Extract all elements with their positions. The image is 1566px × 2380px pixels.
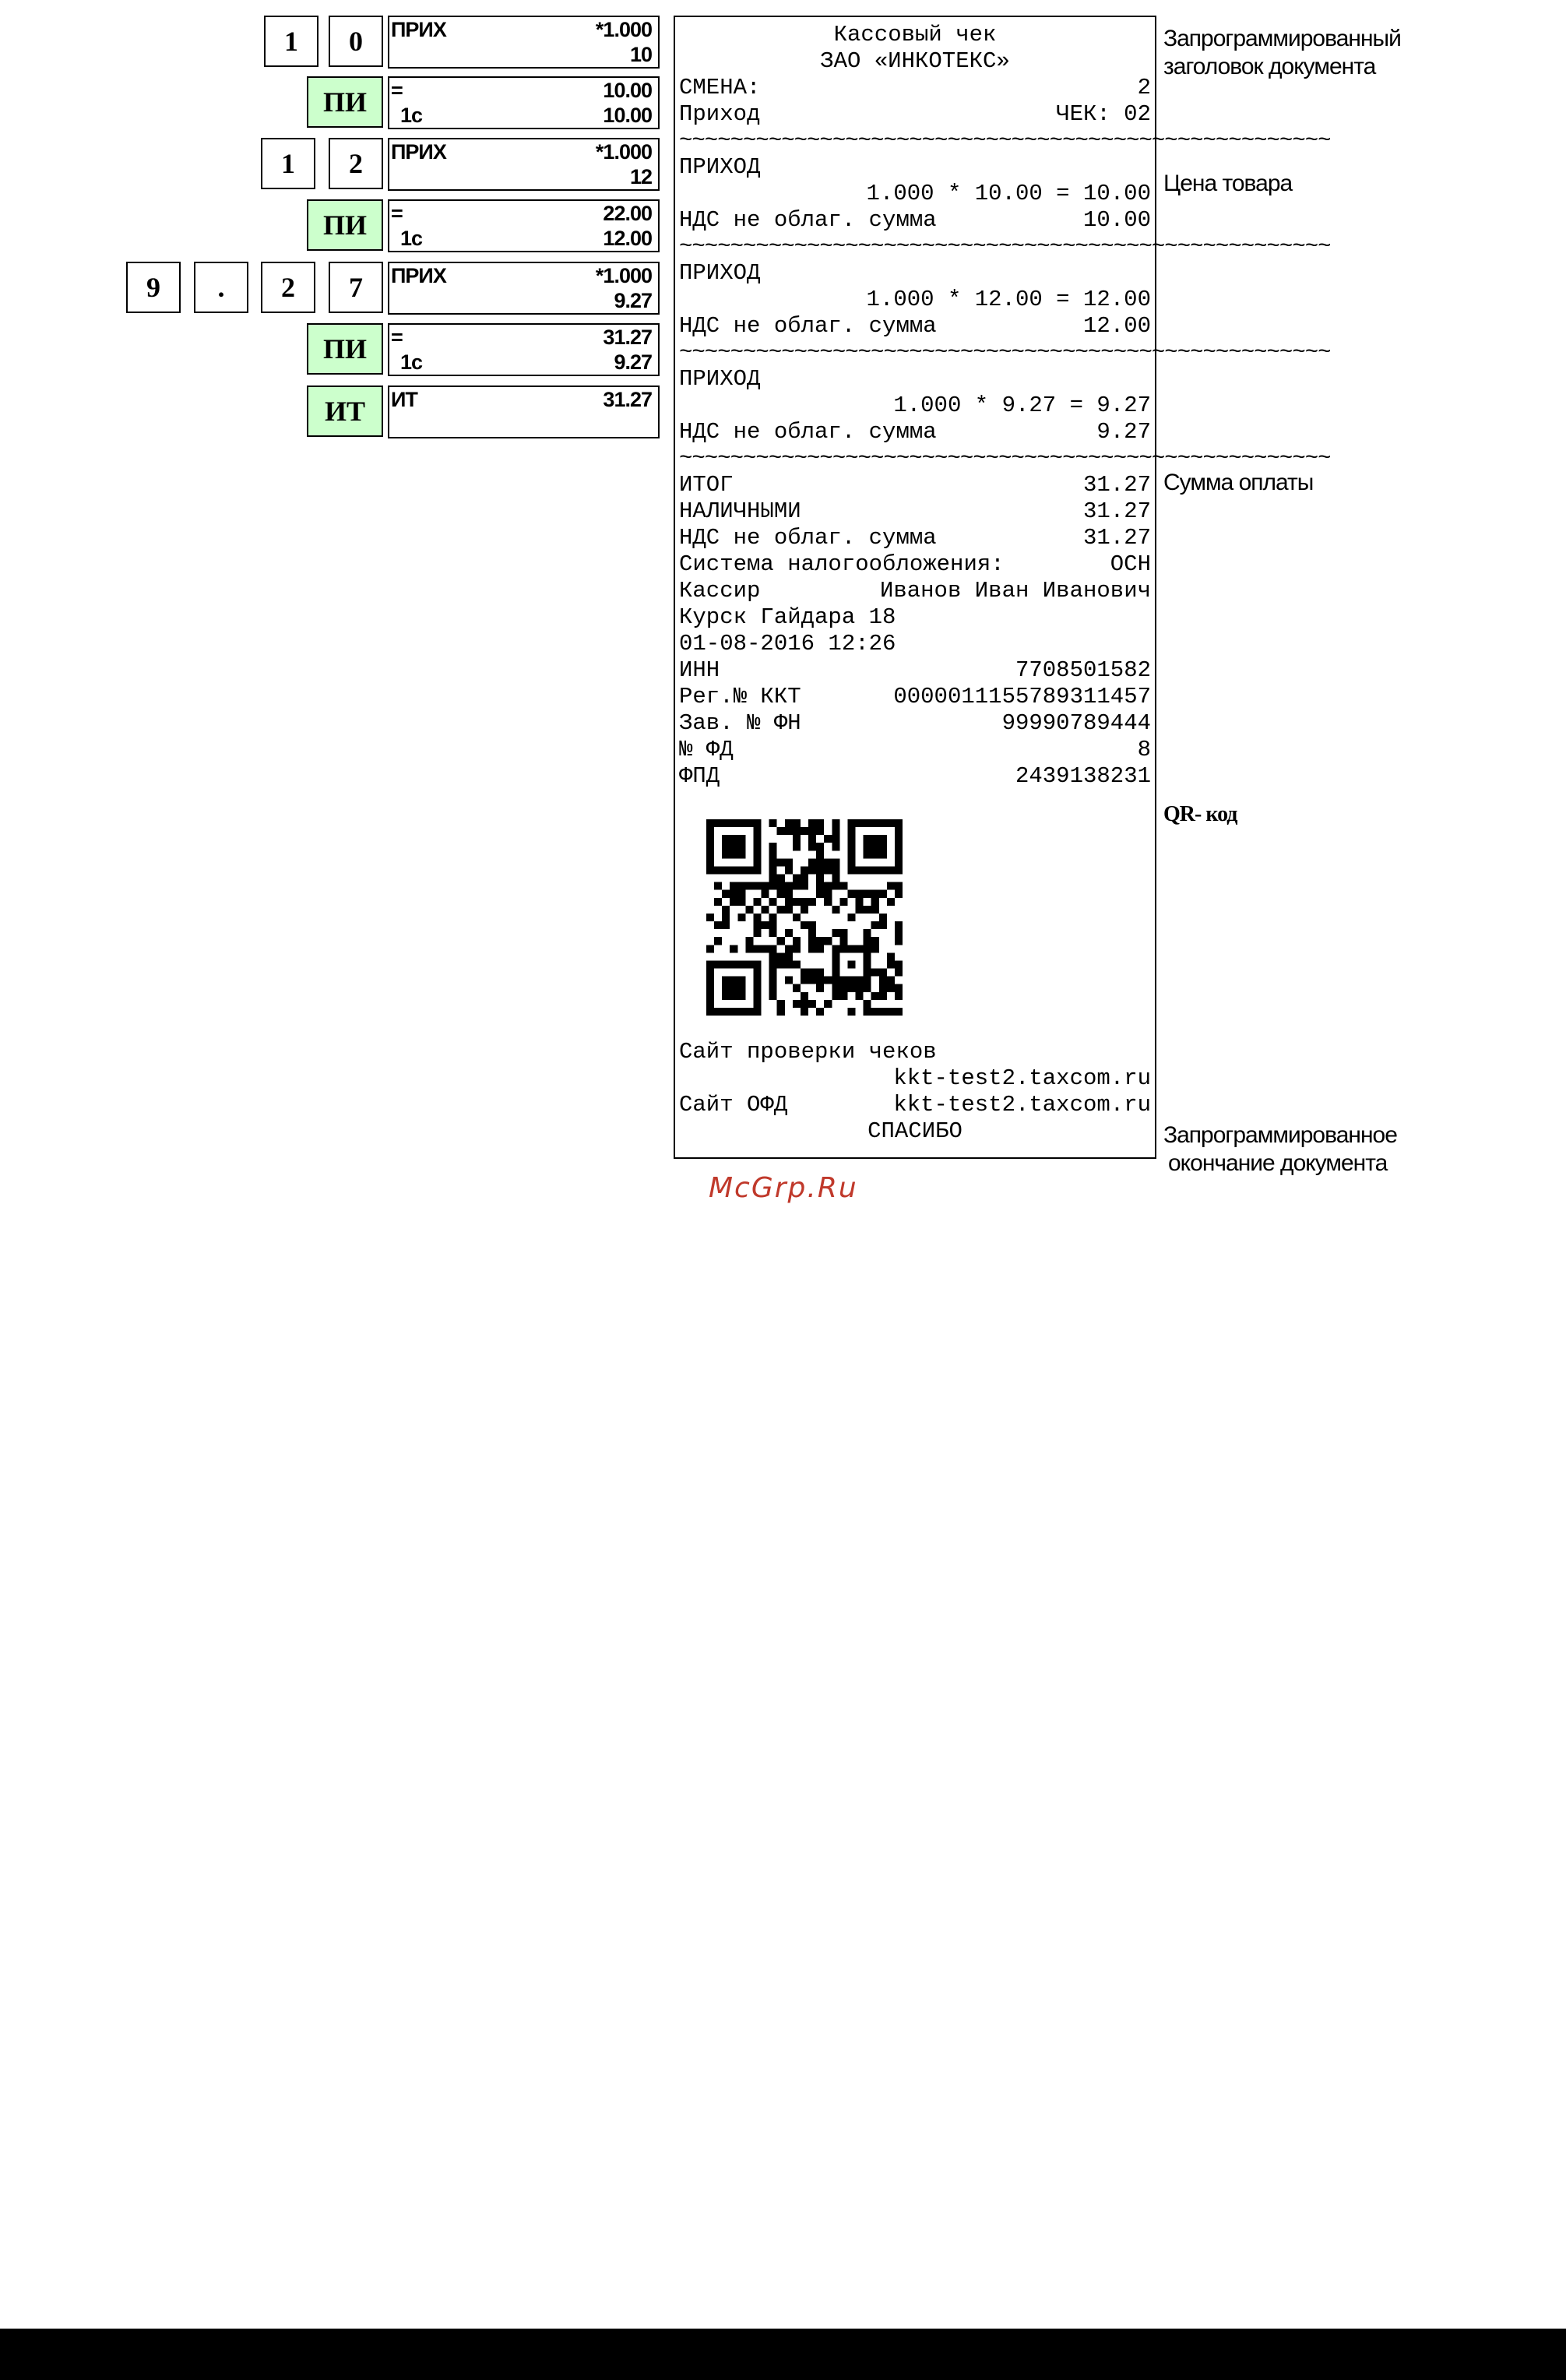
display-screen (388, 199, 660, 252)
separator: ~~~~~~~~~~~~~~~~~~~~~~~~~~~~~~~~~~~~~~~~~~~~~~~~~~~ (679, 445, 1331, 471)
annotation-footer-line2: окончание документа (1168, 1150, 1388, 1176)
display-screen (388, 262, 660, 315)
annotation-header-line1: Запрограммированный (1163, 26, 1401, 51)
item-label: ПРИХОД (679, 366, 761, 392)
tax-system-row (679, 551, 1151, 578)
display-top-right: *1.000 (595, 18, 652, 41)
display-top-left: ИТ (391, 388, 417, 411)
key-2[interactable]: 2 (329, 138, 383, 189)
fd-value: 8 (1137, 737, 1151, 762)
key-9[interactable]: 9 (126, 262, 181, 313)
inn-label: ИНН (679, 657, 720, 683)
item-vat-value: 12.00 (1082, 313, 1151, 339)
annotation-qr: QR- код (1163, 802, 1237, 826)
display-bottom-right: 12 (629, 165, 652, 188)
key-7[interactable]: 7 (329, 262, 383, 313)
check-site-row (679, 1065, 1151, 1092)
item-vat-label: НДС не облаг. сумма (679, 313, 937, 339)
fpd-label: ФПД (679, 763, 720, 789)
item-vat-row (679, 313, 1151, 340)
fd-label: № ФД (679, 737, 734, 762)
display-bottom-right: 9.27 (614, 350, 652, 374)
receipt-title: Кассовый чек (833, 22, 997, 48)
check-site-label: Сайт проверки чеков (679, 1039, 937, 1065)
display-top-right: *1.000 (595, 140, 652, 164)
watermark: McGrp.Ru (709, 1172, 858, 1204)
cashier-name: Иванов Иван Иванович (879, 578, 1151, 604)
tax-system-label: Система налогообложения: (679, 551, 1005, 577)
ofd-site-url[interactable]: kkt-test2.taxcom.ru (893, 1092, 1151, 1118)
key-pi[interactable]: ПИ (307, 76, 383, 128)
total-value: 31.27 (1082, 472, 1151, 498)
item-label: ПРИХОД (679, 260, 761, 286)
display-top-left: = (391, 202, 403, 225)
tax-system-value: ОСН (1110, 551, 1151, 577)
item-calc-row (679, 287, 1151, 313)
datetime: 01-08-2016 12:26 (679, 631, 896, 657)
item-label: ПРИХОД (679, 154, 761, 180)
key-1[interactable]: 1 (261, 138, 315, 189)
display-top-left: = (391, 326, 403, 349)
fpd-row (679, 763, 1151, 790)
display-bottom-left: 1с (400, 104, 423, 127)
item-vat-label: НДС не облаг. сумма (679, 207, 937, 233)
annotation-footer-line1: Запрограммированное (1163, 1122, 1397, 1148)
item-vat-value: 9.27 (1096, 419, 1151, 445)
bottom-bar (0, 2329, 1566, 2380)
cash-label: НАЛИЧНЫМИ (679, 498, 801, 524)
display-bottom-right: 9.27 (614, 289, 652, 312)
key-2[interactable]: 2 (261, 262, 315, 313)
key-pi[interactable]: ПИ (307, 199, 383, 251)
key-0[interactable]: 0 (329, 16, 383, 67)
display-screen (388, 16, 660, 69)
item-calc-row (679, 393, 1151, 419)
address: Курск Гайдара 18 (679, 604, 896, 630)
display-top-left: ПРИХ (391, 18, 446, 41)
receipt-company: ЗАО «ИНКОТЕКС» (820, 48, 1010, 74)
vat-total-row (679, 525, 1151, 551)
fd-row (679, 737, 1151, 763)
check-number: ЧЕК: 02 (1056, 101, 1151, 127)
fn-label: Зав. № ФН (679, 710, 801, 736)
display-top-right: 10.00 (603, 79, 652, 102)
inn-row (679, 657, 1151, 684)
display-bottom-left: 1с (400, 227, 423, 250)
fn-row (679, 710, 1151, 737)
reg-value: 0000011155789311457 (893, 684, 1151, 709)
item-calc: 1.000 * 12.00 = 12.00 (866, 287, 1151, 312)
display-screen (388, 323, 660, 376)
ofd-site-label: Сайт ОФД (679, 1092, 788, 1118)
display-top-right: 22.00 (603, 202, 652, 225)
cash-row (679, 498, 1151, 525)
display-top-right: *1.000 (595, 264, 652, 287)
reg-label: Рег.№ ККТ (679, 684, 801, 709)
display-screen (388, 76, 660, 129)
display-top-right: 31.27 (603, 326, 652, 349)
separator: ~~~~~~~~~~~~~~~~~~~~~~~~~~~~~~~~~~~~~~~~~~~~~~~~~~~ (679, 234, 1331, 259)
display-bottom-left: 1с (400, 350, 423, 374)
item-vat-label: НДС не облаг. сумма (679, 419, 937, 445)
vat-total-label: НДС не облаг. сумма (679, 525, 937, 551)
fn-value: 99990789444 (1001, 710, 1151, 736)
display-top-left: ПРИХ (391, 264, 446, 287)
display-screen (388, 138, 660, 191)
income-label: Приход (679, 101, 761, 127)
fpd-value: 2439138231 (1015, 763, 1151, 789)
display-bottom-right: 10.00 (603, 104, 652, 127)
key-1[interactable]: 1 (264, 16, 318, 67)
total-label: ИТОГ (679, 472, 734, 498)
shift-label: СМЕНА: (679, 75, 761, 100)
separator: ~~~~~~~~~~~~~~~~~~~~~~~~~~~~~~~~~~~~~~~~~~~~~~~~~~~ (679, 340, 1331, 365)
income-row (679, 101, 1151, 128)
item-vat-row (679, 419, 1151, 445)
total-row (679, 472, 1151, 498)
key-it[interactable]: ИТ (307, 386, 383, 437)
display-bottom-right: 10 (629, 43, 652, 66)
cash-value: 31.27 (1082, 498, 1151, 524)
annotation-header (1163, 25, 1553, 81)
shift-row (679, 75, 1151, 101)
shift-value: 2 (1137, 75, 1151, 100)
cashier-label: Кассир (679, 578, 761, 604)
qr-code-icon (706, 819, 903, 1016)
display-top-left: ПРИХ (391, 140, 446, 164)
annotation-payment: Сумма оплаты (1163, 470, 1314, 495)
ofd-site-row (679, 1092, 1151, 1118)
reg-row (679, 684, 1151, 710)
display-top-right: 31.27 (603, 388, 652, 411)
item-calc: 1.000 * 9.27 = 9.27 (893, 393, 1151, 418)
annotation-header-line2: заголовок документа (1163, 54, 1376, 79)
key-pi[interactable]: ПИ (307, 323, 383, 375)
cashier-row (679, 578, 1151, 604)
key-dot[interactable]: . (194, 262, 248, 313)
inn-value: 7708501582 (1015, 657, 1151, 683)
annotation-footer (1163, 1121, 1553, 1178)
item-calc-row (679, 181, 1151, 207)
item-calc: 1.000 * 10.00 = 10.00 (866, 181, 1151, 206)
item-vat-value: 10.00 (1082, 207, 1151, 233)
thanks: СПАСИБО (867, 1118, 962, 1144)
vat-total-value: 31.27 (1082, 525, 1151, 551)
display-top-left: = (391, 79, 403, 102)
display-screen (388, 386, 660, 438)
display-bottom-right: 12.00 (603, 227, 652, 250)
check-site-url[interactable]: kkt-test2.taxcom.ru (893, 1065, 1151, 1091)
annotation-price: Цена товара (1163, 171, 1293, 196)
item-vat-row (679, 207, 1151, 234)
separator: ~~~~~~~~~~~~~~~~~~~~~~~~~~~~~~~~~~~~~~~~~~~~~~~~~~~ (679, 128, 1331, 153)
